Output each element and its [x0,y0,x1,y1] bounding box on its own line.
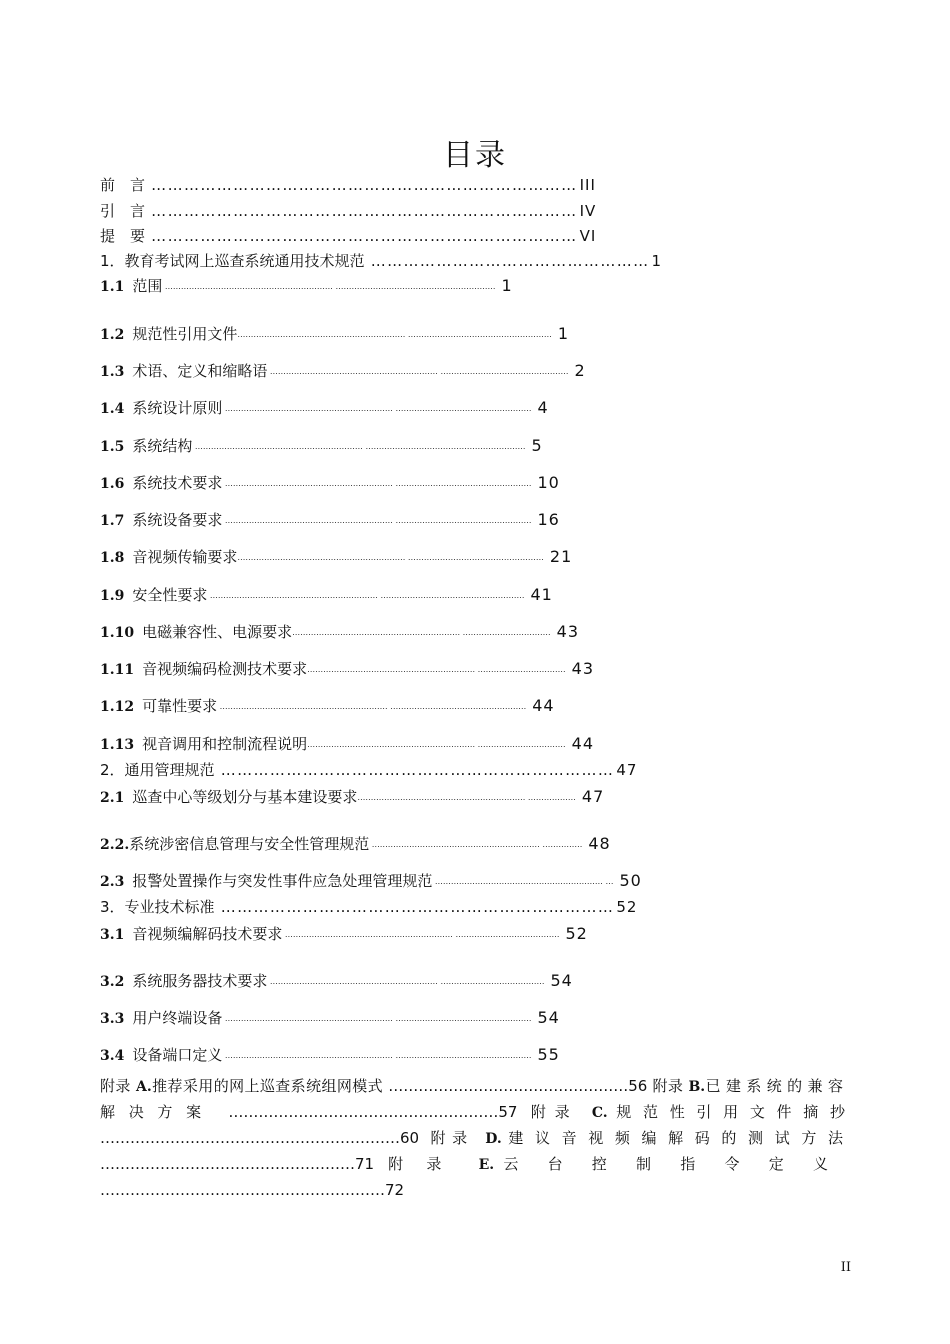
appendix-page: 60 [400,1129,420,1147]
toc-entry-page: 54 [537,1008,560,1027]
appendix-letter: A. [135,1079,152,1095]
toc-entry-label: 音视频传输要求 [132,548,238,566]
toc-appendix-d[interactable]: 附录 D.建议音视频编解码的测试方法 ……………………………………………71 [100,1129,848,1173]
toc-entry-page: 1 [651,252,663,270]
toc-entry-label: 系统技术要求 [132,474,223,492]
toc-entry-page: III [579,176,596,194]
toc-entry-page: 10 [537,473,560,492]
appendix-letter: B. [688,1079,706,1095]
toc-entry-page: 55 [537,1045,560,1064]
appendix-label: 规范性引用文件摘抄 [607,1103,848,1121]
appendix-letter: D. [485,1131,502,1147]
toc-entry-3-4[interactable]: 3.4 设备端口定义 ……………………………………………………… …………………………………………… 55 [100,1045,560,1064]
toc-entry-page: 52 [565,924,588,943]
toc-title: 目录 [443,138,507,173]
toc-entry-label: 视音调用和控制流程说明 [142,735,308,753]
toc-appendix-e[interactable]: 附录 E.云台控制指令定义 …………………………………………………72 [100,1155,848,1199]
toc-entry-preface[interactable]: 前 言 …………………………………………………………………… III [100,176,596,194]
toc-entry-number: 1.3 [100,364,125,380]
toc-entry-page: 54 [550,971,573,990]
toc-entry-number: 3.4 [100,1048,125,1064]
toc-entry-number: 1.13 [100,737,135,753]
toc-entry-3-1[interactable]: 3.1 音视频编解码技术要求 ……………………………………………………… ………………………………… 52 [100,924,588,943]
toc-entry-page: 48 [588,834,611,853]
appendix-page: 57 [498,1103,518,1121]
toc-entry-page: 16 [537,510,560,529]
toc-entry-2-2[interactable]: 2.2.系统涉密信息管理与安全性管理规范 ……………………………………………………… …………… 48 [100,834,611,853]
toc-entry-label: 提 要 [100,227,146,245]
toc-entry-1-3[interactable]: 1.3 术语、定义和缩略语 ……………………………………………………… ………………………………………… 2 [100,361,586,380]
appendix-prefix: 附录 [100,1077,131,1095]
toc-entry-introduction[interactable]: 引 言 …………………………………………………………………… IV [100,202,597,220]
toc-entry-number: 3.1 [100,927,125,943]
toc-entry-2-1[interactable]: 2.1 巡查中心等级划分与基本建设要求……………………………………………………… ……………… 47 [100,787,605,806]
toc-entry-1-2[interactable]: 1.2 规范性引用文件……………………………………………………… ……………………………………………… 1 [100,324,570,343]
toc-entry-1-6[interactable]: 1.6 系统技术要求 ……………………………………………………… …………………………………………… 10 [100,473,560,492]
toc-entry-page: 4 [537,398,549,417]
toc-entry-number: 1.12 [100,699,135,715]
toc-entry-page: IV [579,202,597,220]
appendix-letter: C. [591,1105,608,1121]
toc-entry-number: 1.10 [100,625,135,641]
toc-entry-label: 系统结构 [132,437,193,455]
appendix-letter: E. [478,1157,495,1173]
toc-entry-label: 音视频编码检测技术要求 [142,660,308,678]
toc-entry-abstract[interactable]: 提 要 …………………………………………………………………… VI [100,227,597,245]
toc-entry-label: 规范性引用文件 [132,325,238,343]
toc-entry-number: 1.1 [100,279,125,295]
toc-entry-number: 1.2 [100,327,125,343]
appendix-label: 推荐采用的网上巡查系统组网模式 [151,1077,384,1095]
toc-entry-number: 1.8 [100,550,125,566]
toc-entry-label: 专业技术标准 [124,898,215,916]
toc-entry-1-8[interactable]: 1.8 音视频传输要求……………………………………………………… …………………………………………… 21 [100,547,573,566]
toc-entry-label: 引 言 [100,202,146,220]
toc-entry-number: 3． [100,898,125,916]
toc-entry-label: 教育考试网上巡查系统通用技术规范 [124,252,365,270]
toc-appendix-block [100,1074,848,1203]
toc-entry-label: 系统设计原则 [132,399,223,417]
toc-entry-label: 用户终端设备 [132,1009,223,1027]
toc-entry-1-12[interactable]: 1.12 可靠性要求 ……………………………………………………… …………………………………………… 44 [100,696,555,715]
toc-entry-page: 5 [531,436,543,455]
toc-entry-page: 50 [619,871,642,890]
toc-entry-1-4[interactable]: 1.4 系统设计原则 ……………………………………………………… …………………………………………… 4 [100,398,549,417]
toc-entry-page: 44 [571,734,595,753]
appendix-prefix: 附录 [652,1077,684,1095]
toc-entry-page: 21 [549,547,573,566]
toc-entry-page: 1 [557,324,570,343]
toc-entry-page: 43 [571,659,595,678]
toc-entry-number: 1． [100,252,125,270]
toc-entry-3-2[interactable]: 3.2 系统服务器技术要求 ……………………………………………………… ………………………………… 54 [100,971,573,990]
toc-entry-number: 1.7 [100,513,125,529]
toc-entry-page: 44 [532,696,555,715]
toc-entry-page: 2 [574,361,586,380]
toc-entry-number: 1.4 [100,401,125,417]
toc-entry-1-7[interactable]: 1.7 系统设备要求 ……………………………………………………… …………………………………………… 16 [100,510,560,529]
toc-entry-label: 系统设备要求 [132,511,223,529]
toc-entry-label: 电磁兼容性、电源要求 [142,623,293,641]
toc-entry-number: 1.6 [100,476,125,492]
toc-entry-label: 通用管理规范 [124,761,215,779]
toc-entry-page: 52 [616,898,638,916]
toc-entry-label: 报警处置操作与突发性事件应急处理管理规范 [132,872,433,890]
toc-entry-3-3[interactable]: 3.3 用户终端设备 ……………………………………………………… …………………………………………… 54 [100,1008,560,1027]
toc-entry-number: 2.1 [100,790,125,806]
toc-appendix-c[interactable]: 附录 C.规范性引用文件摘抄 ……………………………………………………60 [100,1103,848,1147]
appendix-label: 云台控制指令定义 [494,1155,848,1173]
toc-entry-page: 41 [530,585,553,604]
toc-entry-chapter-1[interactable]: 1．教育考试网上巡查系统通用技术规范 …………………………………………… 1 [100,252,663,270]
toc-entry-number: 2.3 [100,874,125,890]
toc-entry-number: 3.3 [100,1011,125,1027]
toc-appendix-b[interactable]: 附录 B.已建系统的兼容解决方案 ………………………………………………57 [100,1077,848,1121]
appendix-page: 71 [355,1155,375,1173]
toc-entry-label: 范围 [132,277,163,295]
appendix-page: 72 [385,1181,405,1199]
appendix-prefix: 附录 [388,1155,465,1173]
toc-entry-label: 系统服务器技术要求 [132,972,268,990]
toc-entry-1-1[interactable]: 1.1 范围 ……………………………………………………… …………………………………………………… 1 [100,276,513,295]
toc-entry-number: 2． [100,761,125,779]
toc-entry-label: 可靠性要求 [142,697,218,715]
page-number: II [840,1260,851,1275]
toc-entry-number: 3.2 [100,974,125,990]
appendix-page: 56 [628,1077,648,1095]
toc-appendix-a[interactable]: 附录 A.推荐采用的网上巡查系统组网模式 …………………………………………56 [100,1077,648,1095]
toc-entry-number: 1.11 [100,662,135,678]
toc-entry-label: 设备端口定义 [132,1046,223,1064]
toc-entry-page: 47 [616,761,638,779]
toc-entry-label: 巡查中心等级划分与基本建设要求 [132,788,358,806]
toc-entry-page: VI [579,227,597,245]
toc-entry-number: 1.9 [100,588,125,604]
toc-entry-2-3[interactable]: 2.3 报警处置操作与突发性事件应急处理管理规范 ……………………………………………………… … 50 [100,871,642,890]
toc-entry-number: 2.2. [100,837,130,853]
appendix-prefix: 附录 [430,1129,474,1147]
toc-entry-page: 1 [501,276,513,295]
toc-entry-page: 43 [556,622,580,641]
toc-entry-1-5[interactable]: 1.5 系统结构 ……………………………………………………… …………………………………………………… 5 [100,436,543,455]
toc-entry-label: 前 言 [100,176,146,194]
toc-entry-label: 术语、定义和缩略语 [132,362,268,380]
toc-entry-chapter-3[interactable]: 3．专业技术标准 ……………………………………………………………… 52 [100,898,638,916]
toc-entry-label: 音视频编解码技术要求 [132,925,283,943]
toc-entry-1-11[interactable]: 1.11 音视频编码检测技术要求……………………………………………………… …………………………… 43 [100,659,595,678]
toc-entry-page: 47 [581,787,605,806]
appendix-prefix: 附录 [530,1103,579,1121]
appendix-label: 建议音视频编解码的测试方法 [501,1129,848,1147]
toc-entry-1-13[interactable]: 1.13 视音调用和控制流程说明……………………………………………………… …………………………… 44 [100,734,595,753]
toc-entry-label: 安全性要求 [132,586,208,604]
toc-entry-1-10[interactable]: 1.10 电磁兼容性、电源要求……………………………………………………… …………………………… 43 [100,622,580,641]
toc-entry-1-9[interactable]: 1.9 安全性要求 ……………………………………………………… ……………………………………………… 41 [100,585,553,604]
toc-entry-number: 1.5 [100,439,125,455]
toc-entry-label: 系统涉密信息管理与安全性管理规范 [129,835,370,853]
toc-entry-chapter-2[interactable]: 2．通用管理规范 ……………………………………………………………… 47 [100,761,638,779]
appendix-label: 已建系统的兼容解决方案 [100,1077,848,1121]
